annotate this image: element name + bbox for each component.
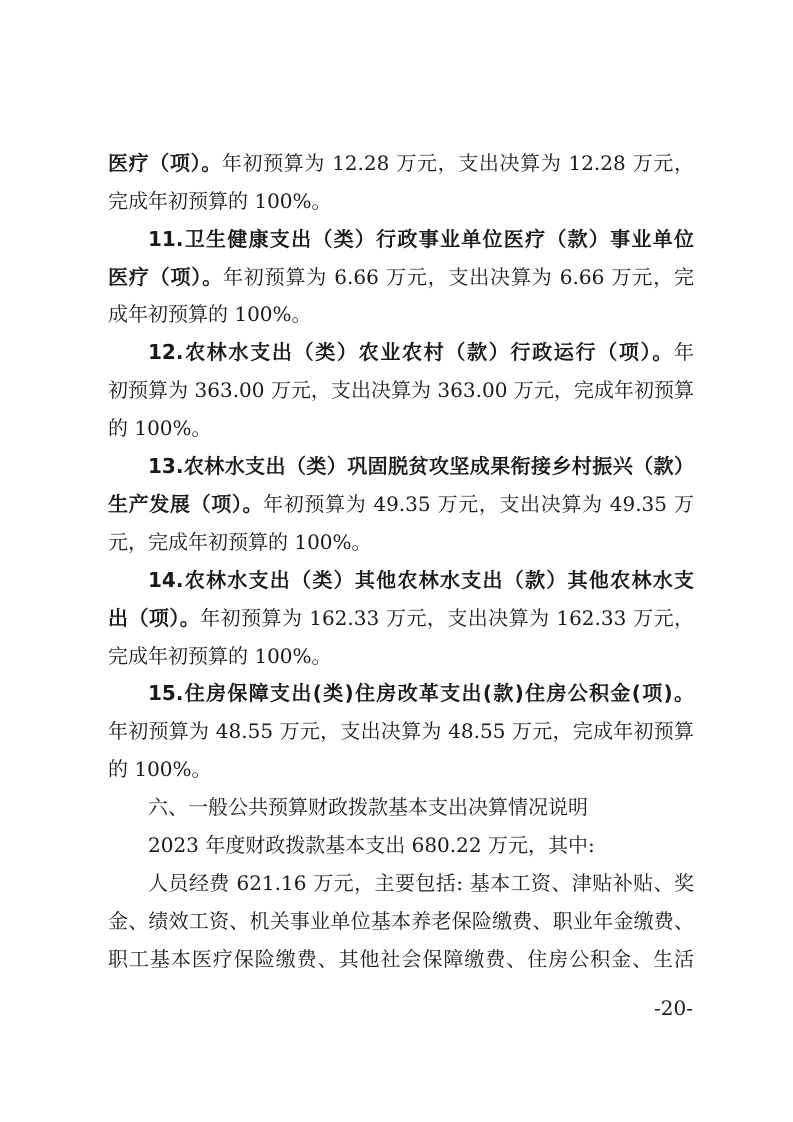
paragraph-line — [148, 451, 694, 481]
line-text: 初预算为 363.00 万元，支出决算为 363.00 万元，完成年初预算 — [108, 378, 694, 402]
paragraph-line — [108, 754, 694, 784]
item-heading: 医疗（项）。 — [108, 265, 223, 289]
item-heading: 医疗（项）。 — [108, 151, 222, 175]
paragraph-line — [108, 413, 694, 443]
line-text: 年初预算为 49.35 万元，支出决算为 49.35 万 — [263, 492, 694, 516]
line-text: 年初预算为 162.33 万元，支出决算为 162.33 万元， — [200, 606, 694, 630]
line-text: 金、绩效工资、机关事业单位基本养老保险缴费、职业年金缴费、 — [108, 909, 694, 933]
item-heading: 13.农林水支出（类）巩固脱贫攻坚成果衔接乡村振兴（款） — [148, 454, 694, 478]
line-text: 元，完成年初预算的 100%。 — [108, 530, 372, 554]
item-heading: 12.农林水支出（类）农业农村（款）行政运行（项）。 — [148, 340, 674, 364]
paragraph-line — [108, 262, 694, 292]
item-heading: 出（项）。 — [108, 606, 201, 630]
paragraph-line — [108, 603, 694, 633]
paragraph-line — [108, 716, 694, 746]
line-text: 年初预算为 12.28 万元，支出决算为 12.28 万元， — [221, 151, 694, 175]
paragraph-line — [108, 186, 694, 216]
paragraph-line — [148, 868, 694, 898]
line-text: 成年初预算的 100%。 — [108, 302, 312, 326]
section-title: 六、一般公共预算财政拨款基本支出决算情况说明 — [148, 795, 588, 819]
item-heading: 14.农林水支出（类）其他农林水支出（款）其他农林水支 — [148, 568, 694, 592]
line-text: 完成年初预算的 100%。 — [108, 644, 332, 668]
line-text: 职工基本医疗保险缴费、其他社会保障缴费、住房公积金、生活 — [108, 947, 694, 971]
section-heading — [148, 792, 694, 822]
line-text: 的 100%。 — [108, 757, 212, 781]
paragraph-line — [108, 641, 694, 671]
item-heading: 11.卫生健康支出（类）行政事业单位医疗（款）事业单位 — [148, 227, 694, 251]
paragraph-line — [108, 906, 694, 936]
paragraph-line — [108, 944, 694, 974]
paragraph-line — [108, 375, 694, 405]
paragraph-line — [148, 337, 694, 367]
line-text: 的 100%。 — [108, 416, 212, 440]
paragraph-line — [108, 148, 694, 178]
paragraph-line — [108, 299, 694, 329]
item-heading: 生产发展（项）。 — [108, 492, 264, 516]
paragraph-line — [148, 565, 694, 595]
paragraph-line — [108, 527, 694, 557]
line-text: 年初预算为 6.66 万元，支出决算为 6.66 万元，完 — [222, 265, 694, 289]
line-text: 完成年初预算的 100%。 — [108, 189, 332, 213]
page-number: -20- — [654, 996, 693, 1020]
line-text: 年 — [674, 340, 694, 364]
paragraph-line — [148, 678, 694, 708]
paragraph-line — [148, 830, 694, 860]
line-text: 人员经费 621.16 万元，主要包括: 基本工资、津贴补贴、奖 — [148, 871, 694, 895]
paragraph-line — [108, 489, 694, 519]
line-text: 年初预算为 48.55 万元，支出决算为 48.55 万元，完成年初预算 — [108, 719, 694, 743]
item-heading: 15.住房保障支出(类)住房改革支出(款)住房公积金(项)。 — [148, 681, 694, 705]
paragraph-line — [148, 224, 694, 254]
line-text: 2023 年度财政拨款基本支出 680.22 万元，其中: — [148, 833, 595, 857]
